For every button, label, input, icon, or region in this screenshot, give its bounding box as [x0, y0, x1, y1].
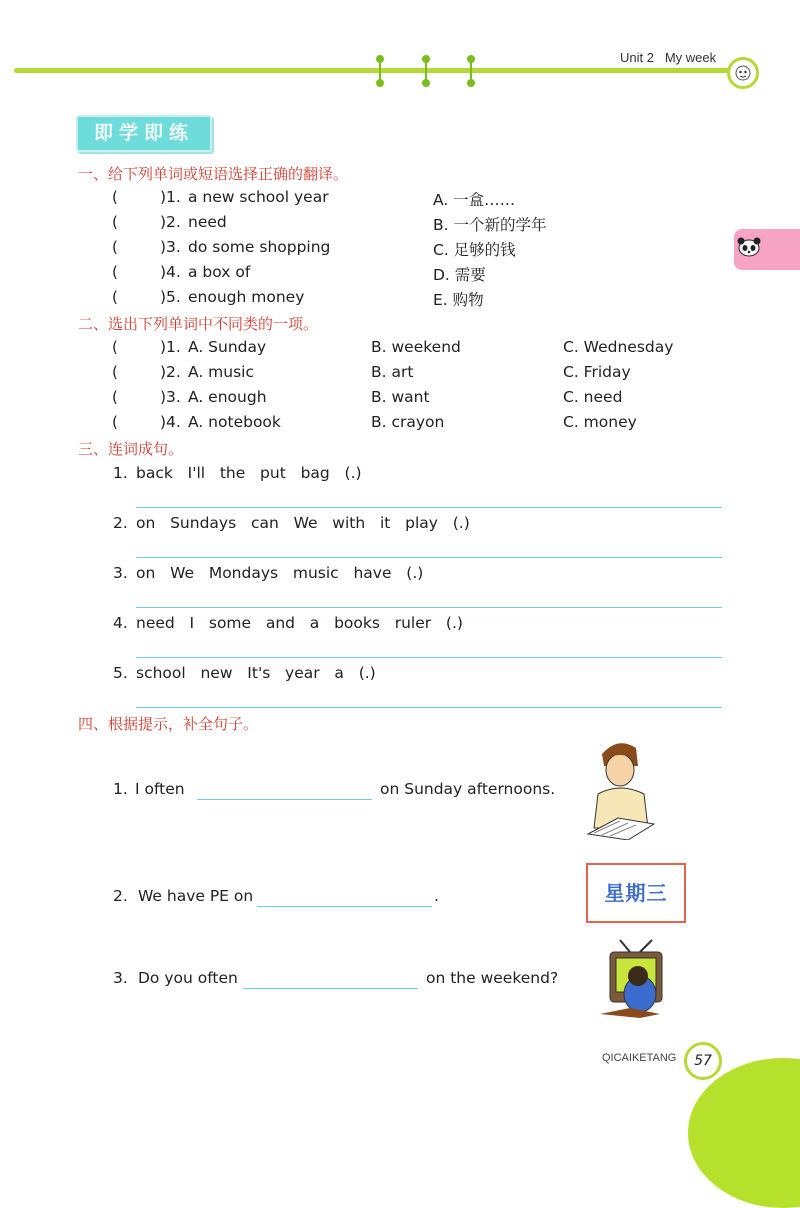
sentence-start: We have PE on — [138, 887, 254, 905]
option-a: A. music — [188, 363, 255, 381]
sentence-end: on the weekend? — [426, 969, 559, 987]
phrase-en: a box of — [188, 263, 251, 281]
option-c: C. money — [563, 413, 637, 431]
page-number: 57 — [684, 1042, 722, 1080]
unit-number: Unit 2 — [620, 50, 654, 65]
sentence-end: . — [434, 887, 439, 905]
section1-title: 一、给下列单词或短语选择正确的翻译。 — [78, 165, 349, 183]
question-number: )4. — [160, 263, 181, 281]
phrase-en: need — [188, 213, 227, 231]
question-number: )3. — [160, 388, 181, 406]
scrambled-words: back I'll the put bag (.) — [136, 464, 362, 482]
translation-option: E. 购物 — [433, 291, 484, 309]
translation-option: A. 一盒…… — [433, 191, 516, 209]
option-b: B. want — [371, 388, 430, 406]
question-number: )4. — [160, 413, 181, 431]
phrase-en: a new school year — [188, 188, 329, 206]
option-b: B. crayon — [371, 413, 445, 431]
answer-paren-open: ( — [112, 238, 118, 256]
translation-option: D. 需要 — [433, 266, 486, 284]
fill-blank[interactable] — [197, 799, 372, 800]
unit-name: My week — [664, 50, 717, 65]
question-number: 2. — [113, 514, 128, 532]
question-number: )5. — [160, 288, 181, 306]
answer-paren-open: ( — [112, 338, 118, 356]
answer-paren-open: ( — [112, 363, 118, 381]
answer-line[interactable] — [136, 507, 722, 508]
scrambled-words: on Sundays can We with it play (.) — [136, 514, 470, 532]
question-number: 4. — [113, 614, 128, 632]
sentence-start: Do you often — [138, 969, 238, 987]
question-number: )1. — [160, 188, 181, 206]
sentence-start: I often — [135, 780, 185, 798]
fill-blank[interactable] — [243, 988, 418, 989]
scrambled-words: need I some and a books ruler (.) — [136, 614, 463, 632]
question-number: 3. — [113, 969, 128, 987]
binder-pin — [422, 55, 430, 87]
option-a: A. Sunday — [188, 338, 267, 356]
option-b: B. art — [371, 363, 414, 381]
question-number: 1. — [113, 464, 128, 482]
answer-paren-open: ( — [112, 188, 118, 206]
boy-drawing-illustration — [584, 736, 664, 840]
panda-icon — [736, 236, 762, 258]
header-rule — [14, 68, 730, 73]
option-b: B. weekend — [371, 338, 461, 356]
option-c: C. Wednesday — [563, 338, 674, 356]
answer-paren-open: ( — [112, 388, 118, 406]
binder-pin — [376, 55, 384, 87]
scrambled-words: on We Mondays music have (.) — [136, 564, 424, 582]
answer-paren-open: ( — [112, 288, 118, 306]
phrase-en: enough money — [188, 288, 305, 306]
corner-decoration — [688, 1058, 800, 1208]
unit-title — [620, 50, 716, 65]
translation-option: B. 一个新的学年 — [433, 216, 547, 234]
option-a: A. notebook — [188, 413, 281, 431]
mascot-icon — [727, 57, 759, 89]
answer-line[interactable] — [136, 657, 722, 658]
question-number: )2. — [160, 363, 181, 381]
publisher-brand: QICAIKETANG — [602, 1052, 677, 1064]
scrambled-words: school new It's year a (.) — [136, 664, 376, 682]
phrase-en: do some shopping — [188, 238, 331, 256]
option-c: C. need — [563, 388, 623, 406]
section3-title: 三、连词成句。 — [78, 440, 184, 458]
fill-blank[interactable] — [257, 906, 432, 907]
answer-line[interactable] — [136, 607, 722, 608]
answer-line[interactable] — [136, 557, 722, 558]
question-number: 5. — [113, 664, 128, 682]
weekday-card: 星期三 — [586, 863, 686, 923]
section2-title: 二、选出下列单词中不同类的一项。 — [78, 315, 319, 333]
answer-paren-open: ( — [112, 413, 118, 431]
answer-paren-open: ( — [112, 263, 118, 281]
boy-watching-tv-illustration — [590, 938, 680, 1020]
question-number: )2. — [160, 213, 181, 231]
answer-paren-open: ( — [112, 213, 118, 231]
option-a: A. enough — [188, 388, 267, 406]
question-number: 2. — [113, 887, 128, 905]
answer-line[interactable] — [136, 707, 722, 708]
question-number: 1. — [113, 780, 128, 798]
question-number: )3. — [160, 238, 181, 256]
translation-option: C. 足够的钱 — [433, 241, 516, 259]
section4-title: 四、根据提示，补全句子。 — [78, 715, 259, 733]
option-c: C. Friday — [563, 363, 631, 381]
question-number: 3. — [113, 564, 128, 582]
section-banner: 即学即练 — [76, 115, 212, 152]
sentence-end: on Sunday afternoons. — [380, 780, 556, 798]
question-number: )1. — [160, 338, 181, 356]
binder-pin — [467, 55, 475, 87]
